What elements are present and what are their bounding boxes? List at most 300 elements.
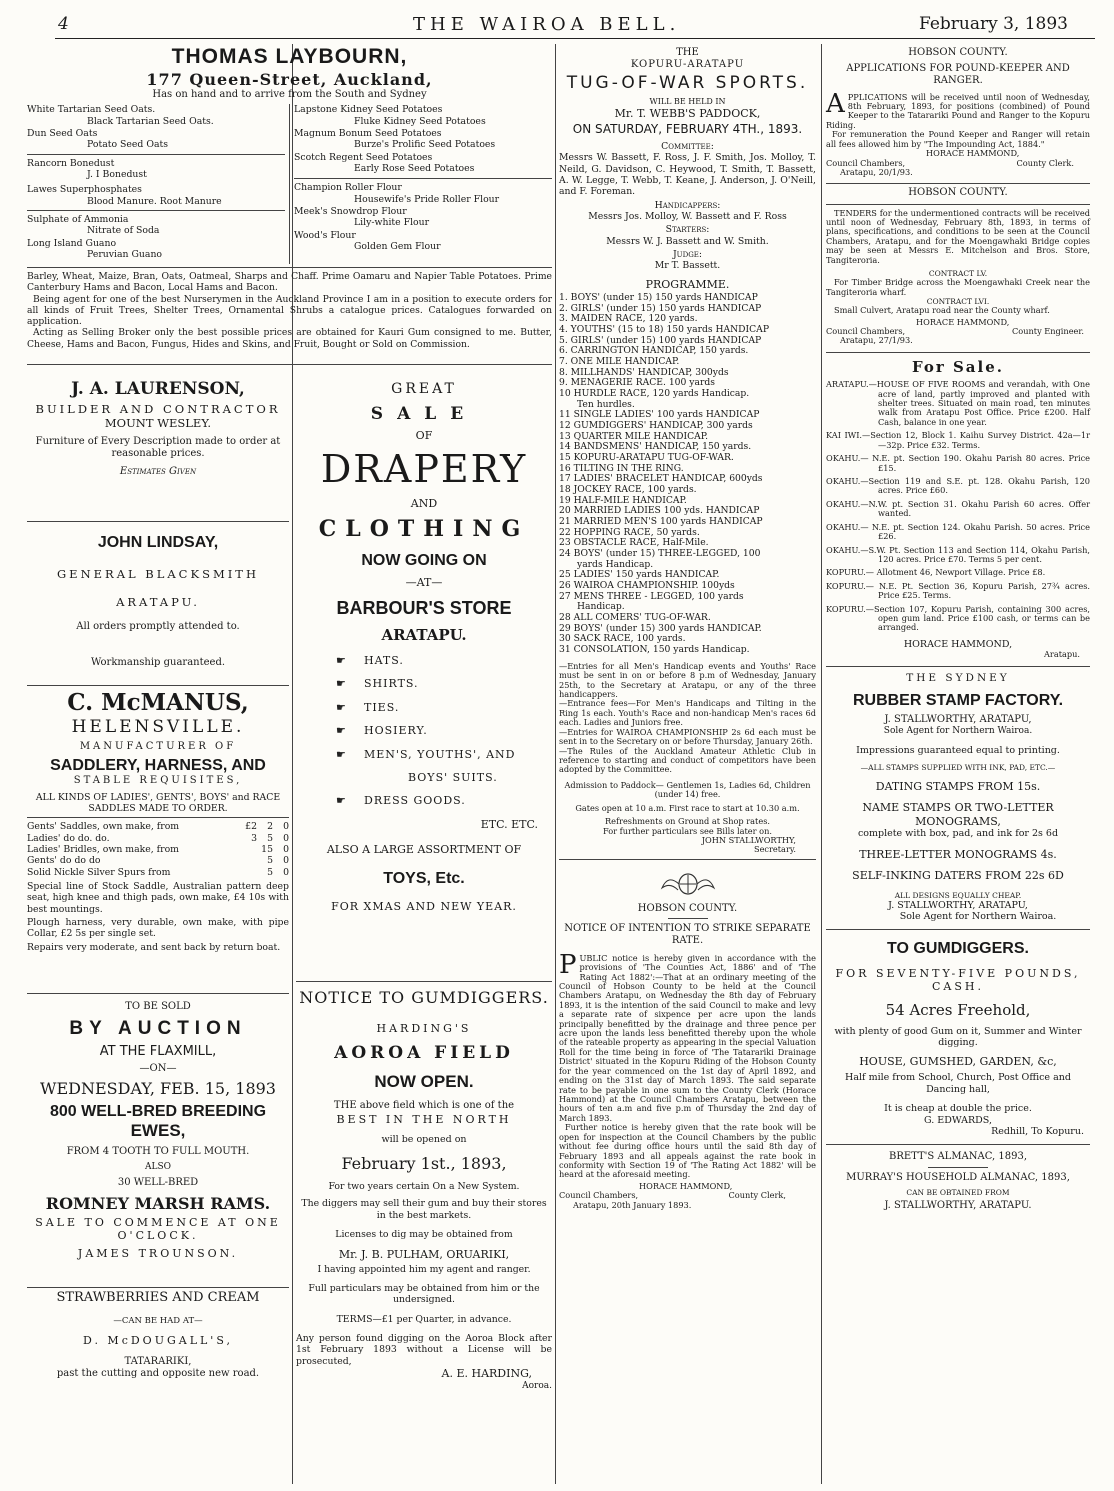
price-amount: [241, 855, 257, 866]
strawberries-title: STRAWBERRIES AND CREAM: [56, 1290, 260, 1305]
sale-etc: ETC. ETC.: [480, 817, 538, 831]
for-sale-description: —N.W. pt. Section 31. Okahu Parish 60 acres. Offer wanted.: [860, 498, 1090, 519]
pound-clerk: County Clerk.: [1016, 157, 1074, 168]
lindsay-trade: GENERAL BLACKSMITH: [57, 566, 259, 581]
laurenson-footer: Estimates Given: [119, 466, 197, 478]
tug-judge: Mr T. Bassett.: [654, 260, 721, 272]
sale-and: AND: [410, 496, 438, 510]
sale-item: [336, 724, 552, 737]
pointing-hand-icon: ☛: [336, 653, 347, 667]
laybourn-product-group: [294, 152, 552, 175]
programme-event: 4. YOUTHS' (15 to 18) 150 yards HANDICAP: [559, 323, 770, 335]
column-3: [559, 44, 816, 1210]
price-item: Gents' Saddles, own make, from: [27, 821, 180, 833]
gum-plenty: with plenty of good Gum on it, Summer and Winter digging.: [834, 1025, 1082, 1049]
pointing-hand-icon: ☛: [336, 700, 347, 714]
price-item: Ladies' do do. do.: [27, 832, 110, 844]
laybourn-product-group: [27, 128, 285, 151]
tenders-contract-56-text: Small Culvert, Aratapu road near the County wharf.: [834, 305, 1050, 316]
price-amount: 0: [283, 843, 289, 855]
laurenson-name: J. A. LAURENSON,: [71, 379, 245, 399]
price-amount: 5: [267, 855, 273, 867]
laybourn-product: Meek's Snowdrop Flour: [294, 205, 407, 217]
sale-xmas: FOR XMAS AND NEW YEAR.: [331, 900, 517, 914]
stamp-complete: complete with box, pad, and ink for 2s 6d: [857, 828, 1059, 840]
programme-event: 29 BOYS' (under 15) 300 yards HANDICAP.: [559, 622, 762, 634]
tenders-county: HOBSON COUNTY.: [908, 187, 1008, 199]
programme-event: yards Handicap.: [577, 558, 654, 570]
lindsay-location: ARATAPU.: [116, 594, 200, 609]
programme-event: 16 TILTING IN THE RING.: [559, 462, 684, 474]
for-sale-signature-place: Aratapu.: [1044, 649, 1080, 660]
stamp-title: RUBBER STAMP FACTORY.: [852, 691, 1064, 709]
column-4: [826, 44, 1090, 1212]
laybourn-product-group: [27, 238, 285, 261]
issue-date: February 3, 1893: [918, 14, 1068, 34]
for-sale-list: [826, 380, 1090, 633]
for-sale-place: KOPURU.: [826, 580, 866, 591]
laybourn-product: White Tartarian Seed Oats.: [27, 104, 156, 116]
tenders-body: TENDERS for the undermentioned contracts will be received until noon of Wednesday, February 8th, 1893, in terms of plans, specifications, and conditions to be seen at the Council Chambers, Aratapu, and for the Moengawhaki Bridge copies may be seen at Messrs E. Mitchelson and Bros. Store, Tangiteroria.: [826, 207, 1090, 265]
for-sale-listing: [826, 605, 1090, 633]
mcmanus-manufacturer: MANUFACTURER OF: [79, 740, 237, 752]
sale-at: —AT—: [405, 576, 443, 590]
tug-handicappers: Messrs Jos. Molloy, W. Bassett and F. Ross: [588, 210, 787, 222]
strawberries-town: TATARARIKI,: [124, 1355, 192, 1367]
auction-tooth: FROM 4 TOOTH TO FULL MOUTH.: [66, 1146, 250, 1158]
stamp-three-letter: THREE-LETTER MONOGRAMS 4s.: [859, 847, 1057, 861]
stamp-self-inking: SELF-INKING DATERS FROM 22s 6D: [852, 869, 1064, 883]
strike-date: Aratapu, 20th January 1893.: [573, 1199, 692, 1210]
pointing-hand-icon: ☛: [336, 747, 347, 761]
programme-event: 24 BOYS' (under 15) THREE-LEGGED, 100: [559, 548, 761, 560]
price-amount: 5: [267, 832, 273, 844]
mcmanus-town: HELENSVILLE.: [71, 717, 245, 738]
sale-assortment: ALSO A LARGE ASSORTMENT OF: [326, 843, 522, 857]
programme-event: 13 QUARTER MILE HANDICAP.: [559, 430, 709, 442]
laybourn-product-grid: [27, 104, 552, 264]
mcmanus-repairs: Repairs very moderate, and sent back by return boat.: [27, 941, 281, 953]
harding-notice: NOTICE TO GUMDIGGERS.: [299, 988, 549, 1007]
for-sale-ad: [826, 353, 1090, 667]
tenders-signature: HORACE HAMMOND,: [916, 316, 1010, 327]
almanac-ad: [826, 1151, 1090, 1212]
auction-auctioneer: JAMES TROUNSON.: [77, 1246, 239, 1260]
tug-handicappers-label: Handicappers:: [654, 199, 721, 211]
drapery-sale-ad: [296, 372, 552, 982]
laybourn-product: Burze's Prolific Seed Potatoes: [354, 139, 496, 151]
programme-event: 9. MENAGERIE RACE. 100 yards: [559, 377, 715, 389]
column-divider: [821, 44, 822, 1484]
strike-signature: HORACE HAMMOND,: [639, 1180, 733, 1191]
programme-event: 12 GUMDIGGERS' HANDICAP, 300 yards: [559, 419, 753, 431]
strike-dropcap: P: [559, 949, 577, 980]
column-divider: [555, 44, 556, 1484]
programme-event: 3. MAIDEN RACE, 120 yards.: [559, 313, 698, 325]
sale-item: [336, 677, 552, 690]
programme-event: 28 ALL COMERS' TUG-OF-WAR.: [559, 612, 711, 624]
auction-date: WEDNESDAY, FEB. 15, 1893: [40, 1079, 276, 1099]
almanac-bretts: BRETT'S ALMANAC, 1893,: [888, 1151, 1028, 1163]
laybourn-body-3: Acting as Selling Broker only the best possible prices are obtained for Kauri Gum consigned to me. Butter, Cheese, Hams and Bacon, Fungus, Hides and Skins, and Fruit, Bought or Sold on Commission.: [27, 327, 552, 350]
gum-signature: G. EDWARDS,: [924, 1114, 992, 1126]
programme-event: 19 HALF-MILE HANDICAP.: [559, 494, 687, 506]
programme-event: 21 MARRIED MEN'S 100 yards HANDICAP: [559, 516, 763, 528]
tug-note-rules: —The Rules of the Auckland Amateur Athletic Club in reference to starting and conduct of competitors have been adopted by the Committee.: [559, 745, 816, 775]
laurenson-ad: [27, 372, 289, 522]
sale-item-label: HOSIERY.: [364, 724, 428, 738]
for-sale-signature: HORACE HAMMOND,: [903, 638, 1013, 650]
laybourn-product-group: [27, 184, 285, 207]
sale-item: [336, 748, 552, 761]
for-sale-description: —Section 107, Kopuru Parish, containing 300 acres, open gum land. Price £100 cash, or terms can be arranged.: [865, 603, 1090, 633]
programme-event: 8. MILLHANDS' HANDICAP, 300yds: [559, 366, 729, 378]
tug-signature-title: Secretary.: [753, 844, 796, 855]
pound-dropcap: A: [826, 88, 845, 119]
price-amount: [241, 867, 257, 878]
strike-rate-notice: [559, 860, 816, 1210]
price-row: [27, 833, 289, 844]
strawberries-had-at: —CAN BE HAD AT—: [113, 1315, 203, 1326]
tenders-contract-55: CONTRACT LV.: [928, 269, 988, 279]
pointing-hand-icon: ☛: [336, 724, 347, 738]
pound-county: HOBSON COUNTY.: [908, 47, 1008, 58]
strike-county: HOBSON COUNTY.: [637, 903, 738, 915]
laybourn-product-group: [27, 214, 285, 237]
coat-of-arms-icon: [658, 870, 718, 896]
price-row: [27, 855, 289, 866]
sale-item-label: SHIRTS.: [364, 677, 419, 691]
harding-particulars: Full particulars may be obtained from him or the undersigned.: [308, 1283, 540, 1306]
stamp-dating: DATING STAMPS FROM 15s.: [875, 780, 1041, 794]
laybourn-product: Peruvian Guano: [87, 248, 163, 260]
laybourn-product: Nitrate of Soda: [87, 225, 160, 237]
laybourn-product: Housewife's Pride Roller Flour: [354, 193, 500, 205]
programme-event: 20 MARRIED LADIES 100 yds. HANDICAP: [559, 505, 760, 517]
strawberries-shop: D. McDOUGALL'S,: [83, 1334, 233, 1348]
price-amount: 0: [283, 821, 289, 833]
laybourn-intro: Has on hand and to arrive from the South and Sydney: [152, 89, 427, 101]
harding-field: AOROA FIELD: [334, 1042, 514, 1063]
price-amount: 0: [283, 866, 289, 878]
laybourn-product-group: [294, 104, 552, 127]
strike-clerk: County Clerk,: [728, 1190, 786, 1201]
harding-appointed: I having appointed him my agent and ranger.: [317, 1263, 531, 1275]
harding-opened-on: will be opened on: [381, 1133, 467, 1145]
sale-item: [336, 701, 552, 714]
gum-location: Half mile from School, Church, Post Office and Dancing hall,: [845, 1072, 1071, 1095]
auction-well-bred: 30 WELL-BRED: [117, 1177, 199, 1189]
laybourn-product-group: [27, 104, 285, 127]
stamp-contact: J. STALLWORTHY, ARATAPU,: [888, 899, 1028, 911]
sale-great: GREAT: [391, 381, 457, 397]
price-amount: [241, 844, 257, 855]
price-item: Ladies' Bridles, own make, from: [27, 843, 179, 855]
sale-store: BARBOUR'S STORE: [336, 597, 512, 618]
harding-signature: A. E. HARDING,: [441, 1367, 532, 1381]
pound-title: APPLICATIONS FOR POUND-KEEPER AND RANGER.: [846, 63, 1070, 87]
laybourn-product: Dun Seed Oats: [27, 127, 98, 139]
sale-item: [336, 794, 552, 807]
newspaper-title: THE WAIROA BELL.: [413, 14, 681, 35]
programme-event: 23 OBSTACLE RACE, Half-Mile.: [559, 537, 709, 549]
mcmanus-price-list: [27, 821, 289, 878]
harding-terms: TERMS—£1 per Quarter, in advance.: [336, 1313, 512, 1325]
auction-title: BY AUCTION: [69, 1018, 247, 1040]
laybourn-right-list: [290, 104, 552, 264]
harding-licenses: Licenses to dig may be obtained from: [335, 1229, 513, 1241]
mcmanus-requisites: STABLE REQUISITES,: [73, 775, 243, 787]
divider: [27, 364, 552, 365]
tug-gates: Gates open at 10 a.m. First race to start at 10.30 a.m.: [575, 802, 800, 813]
tug-particulars: For further particulars see Bills later on.: [603, 825, 772, 836]
pound-body-2: For remuneration the Pound Keeper and Ranger will retain all fees allowed him by "The Impounding Act, 1884.": [826, 129, 1090, 149]
for-sale-description: — N.E. Pt. Section 36, Kopuru Parish, 27¾ acres. Price £25. Terms.: [865, 580, 1090, 601]
tenders-contract-56: CONTRACT LVI.: [926, 297, 990, 307]
for-sale-description: —Section 12, Block 1. Kaihu Survey District. 42a—1r—32p. Price £32. Terms.: [862, 430, 1090, 450]
tug-note-entries: —Entries for all Men's Handicap events and Youths' Race must be sent in on or before 8 p.m of Wednesday, January 25th, to the Secretary at Aratapu, or any of the three handicappers.: [559, 660, 816, 700]
sale-item-label: TIES.: [364, 700, 400, 714]
laybourn-product: Early Rose Seed Potatoes: [354, 162, 475, 174]
mcmanus-stock-saddle: Special line of Stock Saddle, Australian pattern deep seat, high knee and thigh pads, own make, £4 10s with best mountings.: [27, 880, 289, 915]
strike-body: UBLIC notice is hereby given in accordance with the provisions of 'The Counties Act, 1886' and of 'The Rating Act 1882':—That at an ordinary meeting of the Council of Hobson County to be held at the Council Chambers Aratapu, on Wednesday the 8th day of February 1893, it is the intention of the said Council to make and levy a separate rate of sixpence per acre upon the lands principally benefitted by the drainage and three pence per acre upon the lands less benefitted thereby upon the whole of the rateable property as appearing in the special Valuation Roll for the time being in force of 'The Tatarariki Drainage District' situated in the Kopuru Riding of the Hobson County for the year commenced on the 1st day of April 1892, and ending on the 31st day of March 1893. The said separate rate to be payable in one sum to the County Clerk (Horace Hammond) at the Council Chambers Aratapu, between the hours of ten a.m and five p.m of Thursday the 2nd day of March 1893.: [559, 952, 816, 1123]
tug-held-in: WILL BE HELD IN: [649, 97, 726, 107]
laybourn-name: THOMAS LAYBOURN,: [171, 45, 408, 68]
auction-ad: [27, 994, 289, 1288]
laybourn-body-2: Being agent for one of the best Nurserymen in the Auckland Province I am in a position to execute orders for all kinds of Fruit Trees, Shelter Trees, Ornamental Shrubs a catalogue prices. Catalogues forwarded on application.: [27, 293, 552, 328]
price-amount: 2: [267, 821, 273, 833]
strawberries-ad: [27, 1288, 289, 1380]
auction-place: AT THE FLAXMILL,: [99, 1044, 217, 1060]
programme-event: 22 HOPPING RACE, 50 yards.: [559, 526, 700, 538]
almanac-stallworthy: J. STALLWORTHY, ARATAPU.: [884, 1199, 1032, 1211]
laybourn-product-group: [27, 158, 285, 181]
harding-markets: The diggers may sell their gum and buy their stores in the best markets.: [301, 1198, 547, 1221]
pound-keeper-notice: [826, 44, 1090, 184]
programme-event: 10 HURDLE RACE, 120 yards Handicap.: [559, 387, 750, 399]
gum-cheap: It is cheap at double the price.: [884, 1103, 1032, 1115]
stamp-sydney: THE SYDNEY: [906, 671, 1010, 684]
price-amount: 5: [267, 866, 273, 878]
stamp-supplied: —ALL STAMPS SUPPLIED WITH INK, PAD, ETC.—: [860, 762, 1056, 772]
price-amount: 0: [283, 855, 289, 867]
lindsay-body: All orders promptly attended to.: [76, 620, 240, 632]
tenders-chambers: Council Chambers,: [826, 326, 906, 337]
programme-event: 31 CONSOLATION, 150 yards Handicap.: [559, 644, 750, 656]
laybourn-product: Golden Gem Flour: [354, 240, 441, 252]
laybourn-product: Lily-white Flour: [354, 217, 430, 229]
sale-of: OF: [415, 428, 433, 442]
laybourn-product: Long Island Guano: [27, 237, 117, 249]
harding-name: HARDING'S: [376, 1021, 472, 1035]
tug-of-war-ad: [559, 44, 816, 860]
pound-chambers: Council Chambers,: [826, 157, 906, 168]
for-sale-description: —S.W. Pt. Section 113 and Section 114, Okahu Parish, 120 acres. Price £70. Terms 5 per cent.: [860, 544, 1090, 564]
lindsay-ad: [27, 522, 289, 686]
for-sale-listing: [826, 568, 1090, 577]
tug-programme-title: PROGRAMME.: [645, 277, 730, 291]
sale-town: ARATAPU.: [381, 625, 467, 644]
for-sale-listing: [826, 477, 1090, 496]
pound-body: PPLICATIONS will be received until noon of Wednesday, 8th February, 1893, for positions (combined) of Pound Keeper to the Tatarariki Pound and Ranger to the Kopuru Riding.: [826, 91, 1090, 130]
harding-best: BEST IN THE NORTH: [336, 1112, 512, 1126]
tug-signature: JOHN STALLWORTHY,: [701, 834, 796, 845]
auction-ewes-line: 800 WELL-BRED BREEDING: [49, 1102, 267, 1120]
for-sale-description: — N.E. pt. Section 190. Okahu Parish 80 acres. Price £15.: [860, 453, 1090, 473]
laybourn-product: Wood's Flour: [294, 229, 356, 241]
laurenson-location: MOUNT WESLEY.: [104, 415, 212, 430]
gum-price: FOR SEVENTY-FIVE POUNDS, CASH.: [835, 966, 1081, 993]
sale-toys: TOYS, Etc.: [383, 869, 465, 887]
price-amount: 15: [261, 843, 273, 855]
for-sale-place: KAI IWI.: [826, 430, 863, 441]
column-1: [27, 372, 289, 1380]
laybourn-product: Fluke Kidney Seed Potatoes: [354, 115, 486, 127]
gumdiggers-ad: [826, 930, 1090, 1145]
programme-event: 6. CARRINGTON HANDICAP, 150 yards.: [559, 345, 749, 357]
laybourn-product-group: [294, 128, 552, 151]
sale-item-label: DRESS GOODS.: [364, 794, 466, 808]
laybourn-product: Lawes Superphosphates: [27, 184, 142, 196]
page-header: [18, 12, 1098, 38]
programme-event: 2. GIRLS' (under 15) 150 yards HANDICAP: [559, 302, 762, 314]
harding-now-open: NOW OPEN.: [374, 1071, 474, 1091]
for-sale-listing: [826, 380, 1090, 427]
gum-title: TO GUMDIGGERS.: [887, 939, 1029, 957]
laybourn-product-group: [294, 230, 552, 253]
harding-signature-place: Aoroa.: [522, 1380, 552, 1391]
tug-judge-label: Judge:: [672, 248, 703, 260]
strike-title: NOTICE OF INTENTION TO STRIKE SEPARATE RATE.: [564, 923, 811, 947]
harding-agent: Mr. J. B. PULHAM, ORUARIKI,: [338, 1248, 510, 1262]
for-sale-title: For Sale.: [912, 357, 1004, 376]
laurenson-body: Furniture of Every Description made to order at reasonable prices.: [35, 435, 281, 459]
price-amount: 3: [251, 832, 257, 844]
for-sale-place: OKAHU.: [826, 453, 861, 464]
mcmanus-plough: Plough harness, very durable, own make, with pipe Collar, £2 5s per single set.: [27, 916, 289, 940]
for-sale-place: OKAHU.: [826, 544, 861, 555]
almanac-murrays: MURRAY'S HOUSEHOLD ALMANAC, 1893,: [846, 1172, 1070, 1184]
laybourn-left-list: [27, 104, 290, 264]
sale-item-list: [296, 654, 552, 808]
programme-event: 15 KOPURU-ARATAPU TUG-OF-WAR.: [559, 451, 734, 463]
price-item: Solid Nickle Silver Spurs from: [27, 866, 171, 878]
price-amount: £2: [245, 821, 257, 833]
harding-field-text: THE above field which is one of the: [333, 1100, 515, 1112]
laybourn-product: Black Tartarian Seed Oats.: [87, 115, 214, 127]
laybourn-product: Magnum Bonum Seed Potatoes: [294, 127, 442, 139]
for-sale-description: — N.E. pt. Section 124. Okahu Parish. 50 acres. Price £26.: [860, 521, 1090, 542]
laybourn-product: Blood Manure. Root Manure: [87, 195, 222, 207]
tug-title: TUG-OF-WAR SPORTS.: [566, 73, 809, 94]
sale-item-label: BOYS' SUITS.: [408, 771, 498, 785]
gum-signature-place: Redhill, To Kopuru.: [991, 1126, 1084, 1138]
gum-acres: 54 Acres Freehold,: [885, 1001, 1031, 1020]
strike-body-2: Further notice is hereby given that the rate book will be open for inspection at the Council Chambers by the public without fee during office hours until the said 8th day of February 1893 and all appeals against the rate book in conformity with Section 19 of 'The Rating Act 1882' will be heard at the aforesaid meeting.: [559, 1122, 816, 1180]
sale-now-going-on: NOW GOING ON: [361, 551, 487, 569]
tenders-contract-55-text: For Timber Bridge across the Moengawhaki Creek near the Tangiteroria wharf.: [826, 277, 1090, 297]
for-sale-place: KOPURU.: [826, 603, 866, 614]
programme-event: 18 JOCKEY RACE, 100 yards.: [559, 484, 697, 495]
programme-event: 25 LADIES' 150 yards HANDICAP.: [559, 569, 720, 581]
stamp-impressions: Impressions guaranteed equal to printing.: [856, 745, 1060, 757]
programme-event: 11 SINGLE LADIES' 100 yards HANDICAP: [559, 409, 760, 421]
laybourn-product: Sulphate of Ammonia: [27, 213, 129, 225]
tug-starters: Messrs W. J. Bassett and W. Smith.: [606, 235, 769, 247]
divider: [27, 154, 285, 155]
sale-item: [336, 771, 552, 784]
laybourn-product: J. I Bonedust: [87, 168, 147, 180]
programme-event: 17 LADIES' BRACELET HANDICAP, 600yds: [559, 473, 763, 485]
pound-date: Aratapu, 20/1/93.: [840, 166, 913, 177]
for-sale-listing: [826, 582, 1090, 601]
programme-event: Ten hurdles.: [577, 398, 635, 410]
stamp-name-stamps: NAME STAMPS OR TWO-LETTER MONOGRAMS,: [862, 801, 1054, 828]
lindsay-footer: Workmanship guaranteed.: [90, 656, 226, 668]
price-row: [27, 821, 289, 832]
laybourn-product: Champion Roller Flour: [294, 182, 402, 194]
stamp-agent: J. STALLWORTHY, ARATAPU,: [884, 714, 1032, 726]
auction-rams: ROMNEY MARSH RAMS.: [45, 1193, 271, 1213]
auction-time: SALE TO COMMENCE AT ONE O'CLOCK.: [35, 1216, 281, 1243]
tug-the: THE: [676, 47, 699, 58]
mcmanus-ad: [27, 686, 289, 994]
programme-event: 5. GIRLS' (under 15) 100 yards HANDICAP: [559, 334, 762, 346]
auction-heading: TO BE SOLD: [125, 1001, 191, 1012]
mcmanus-name: C. McMANUS,: [67, 689, 249, 716]
for-sale-description: —HOUSE OF FIVE ROOMS and verandah, with One acre of land, partly improved and planted with shelter trees. Situated on main road, ten minutes walk from Aratapu Post Office. Price £200. Half Cash, balance in one year.: [868, 379, 1090, 427]
laybourn-product: Lapstone Kidney Seed Potatoes: [294, 104, 443, 116]
divider: [294, 178, 552, 179]
harding-date: February 1st., 1893,: [341, 1153, 507, 1173]
sale-clothing: CLOTHING: [318, 515, 530, 542]
laybourn-address: 177 Queen-Street, Auckland,: [146, 69, 433, 89]
auction-on: —ON—: [139, 1063, 177, 1075]
tenders-date: Aratapu, 27/1/93.: [840, 335, 913, 346]
sale-item: [336, 654, 552, 667]
harding-system: For two years certain On a New System.: [328, 1181, 520, 1193]
for-sale-place: OKAHU.: [826, 475, 861, 486]
laybourn-product-group: [294, 182, 552, 205]
laurenson-trade: BUILDER AND CONTRACTOR: [35, 401, 281, 416]
tug-committee: Messrs W. Bassett, F. Ross, J. F. Smith, Jos. Molloy, T. Neild, G. Davidson, C. Heywood, T. Smith, T. Bassett, A. W. Legge, T. Webb, T. Keane, J. Anderson, J. O'Neill, and F. Foreman.: [559, 152, 816, 198]
tug-date: ON SATURDAY, FEBRUARY 4TH., 1893.: [572, 122, 803, 137]
strike-chambers: Council Chambers,: [559, 1190, 639, 1201]
tug-starters-label: Starters:: [665, 224, 710, 236]
divider: [27, 210, 285, 211]
laybourn-body-1: Barley, Wheat, Maize, Bran, Oats, Oatmeal, Sharps and Chaff. Prime Oamaru and Napier Table Potatoes. Prime Canterbury Hams and Bacon, Local Hams and Bacon.: [27, 271, 552, 294]
for-sale-listing: [826, 546, 1090, 565]
for-sale-place: ARATAPU.: [826, 379, 869, 390]
laybourn-ad: [27, 44, 552, 350]
strawberries-directions: past the cutting and opposite new road.: [56, 1367, 260, 1379]
for-sale-listing: [826, 523, 1090, 542]
page-number: 4: [58, 14, 69, 34]
lindsay-name: JOHN LINDSAY,: [97, 534, 219, 551]
column-2: [296, 372, 552, 1391]
programme-event: 1. BOYS' (under 15) 150 yards HANDICAP: [559, 291, 758, 303]
auction-also: ALSO: [144, 1162, 172, 1173]
pointing-hand-icon: ☛: [336, 677, 347, 691]
auction-ewes: EWES,: [130, 1121, 186, 1141]
for-sale-description: —Section 119 and S.E. pt. 128. Okahu Parish, 120 acres. Price £60.: [860, 475, 1090, 496]
mcmanus-kinds: ALL KINDS OF LADIES', GENTS', BOYS' and RACE SADDLES MADE TO ORDER.: [35, 791, 281, 814]
tug-refreshments: Refreshments on Ground at Shop rates.: [605, 816, 770, 827]
laybourn-product: Rancorn Bonedust: [27, 157, 115, 169]
price-item: Gents' do do do: [27, 855, 101, 867]
rubber-stamp-ad: [826, 667, 1090, 930]
programme-event: 27 MENS THREE - LEGGED, 100 yards: [559, 590, 744, 602]
